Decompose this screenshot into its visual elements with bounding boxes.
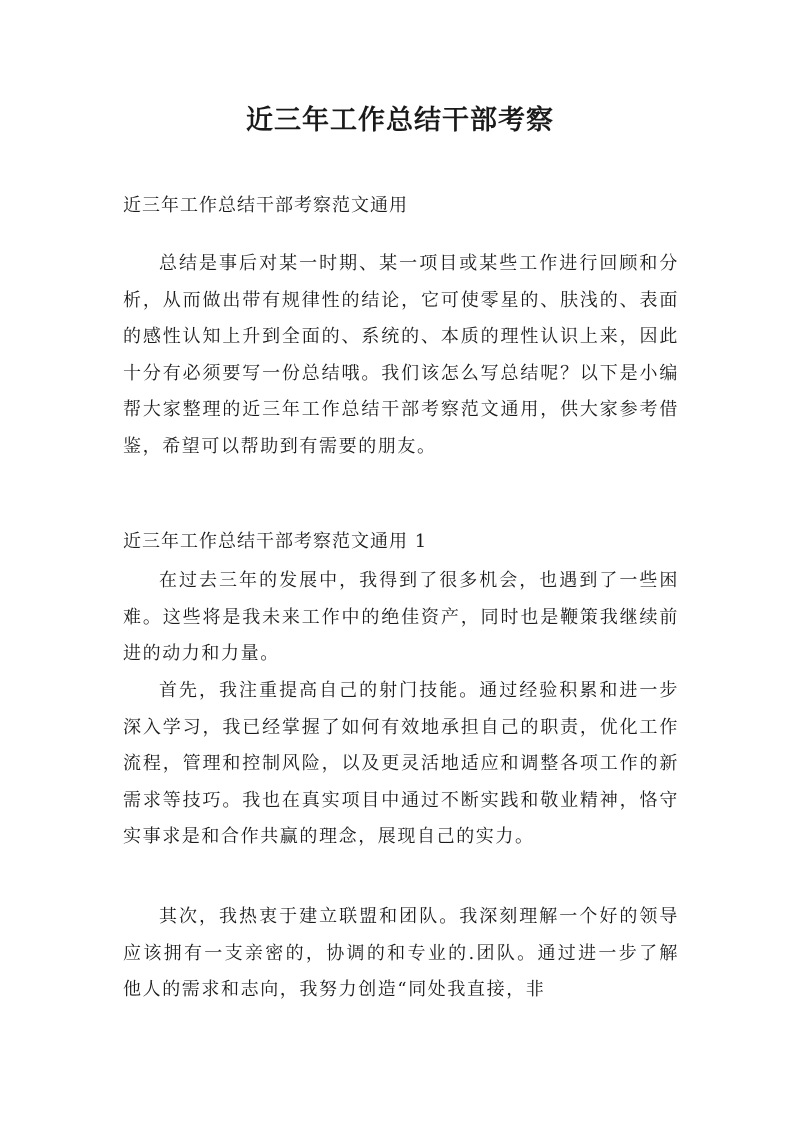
intro-paragraph: 总结是事后对某一时期、某一项目或某些工作进行回顾和分析，从而做出带有规律性的结论，它可使零星的、肤浅的、表面的感性认知上升到全面的、系统的、本质的理性认识上来，因此十分有必须要写一份总结哦。我们该怎么写总结呢？以下是小编帮大家整理的近三年工作总结干部考察范文通用，供大家参考借鉴，希望可以帮助到有需要的朋友。 <box>123 253 679 457</box>
document-subtitle: 近三年工作总结干部考察范文通用 <box>123 195 408 216</box>
section-heading: 近三年工作总结干部考察范文通用 1 <box>123 531 428 552</box>
body-paragraph-3: 其次，我热衷于建立联盟和团队。我深刻理解一个好的领导应该拥有一支亲密的，协调的和专业的.团队。通过进一步了解他人的需求和志向，我努力创造“同处我直接，非 <box>123 906 679 1000</box>
body-paragraph-2: 首先，我注重提高自己的射门技能。通过经验积累和进一步深入学习，我已经掌握了如何有效地承担自己的职责，优化工作流程，管理和控制风险，以及更灵活地适应和调整各项工作的新需求等技巧。我也在真实项目中通过不断实践和敬业精神，恪守实事求是和合作共赢的理念，展现自己的实力。 <box>123 680 679 847</box>
body-paragraph-1: 在过去三年的发展中，我得到了很多机会，也遇到了一些困难。这些将是我未来工作中的绝佳资产，同时也是鞭策我继续前进的动力和力量。 <box>123 570 679 664</box>
document-title: 近三年工作总结干部考察 <box>246 105 554 136</box>
